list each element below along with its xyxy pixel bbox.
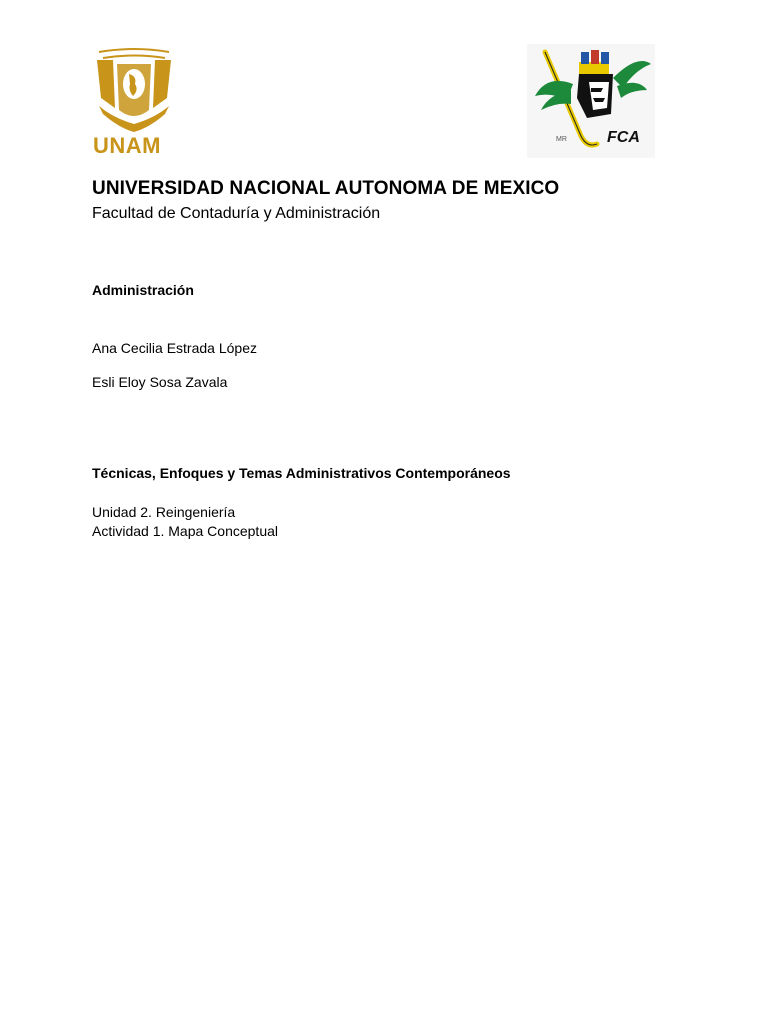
- fca-wordmark: FCA: [607, 129, 640, 146]
- author-name: Ana Cecilia Estrada López: [92, 340, 257, 356]
- course-name: Técnicas, Enfoques y Temas Administrativos Contemporáneos: [92, 465, 511, 481]
- faculty-subtitle: Facultad de Contaduría y Administración: [92, 205, 381, 222]
- unam-shield-icon: [93, 48, 175, 134]
- fca-logo: [527, 44, 655, 158]
- author-name: Esli Eloy Sosa Zavala: [92, 374, 228, 390]
- career-label: Administración: [92, 282, 194, 298]
- activity-label: Actividad 1. Mapa Conceptual: [92, 523, 278, 539]
- unit-label: Unidad 2. Reingeniería: [92, 504, 236, 520]
- fca-eagle-warrior-icon: [527, 44, 655, 158]
- unam-wordmark: UNAM: [93, 133, 161, 158]
- university-title: UNIVERSIDAD NACIONAL AUTONOMA DE MEXICO: [92, 178, 560, 199]
- fca-mr-mark: MR: [556, 136, 567, 143]
- unam-logo: [93, 48, 175, 158]
